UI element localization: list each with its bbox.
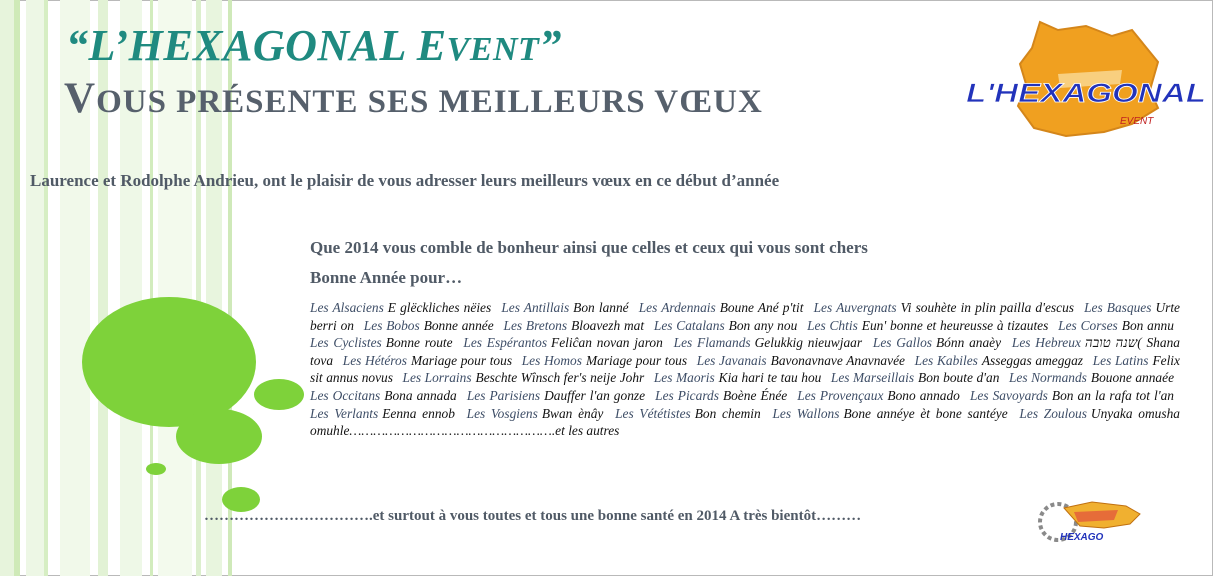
greeting-message: Bono annado [887, 387, 960, 403]
page-title: “L’HEXAGONAL EVENT” [66, 21, 562, 70]
hexagonal-event-logo [962, 20, 1212, 142]
greeting-group: Les Catalans [653, 317, 725, 333]
svg-text:HEXAGO: HEXAGO [1060, 532, 1104, 543]
decorative-circle-medium [254, 379, 304, 410]
decorative-circle-large [82, 297, 256, 427]
svg-text:L'HEXAGONAL: L'HEXAGONAL [966, 78, 1206, 108]
greeting-message: Bonne année [423, 317, 494, 333]
greeting-message: Mariage pour tous [410, 352, 513, 368]
greeting-group: Les Alsaciens [310, 300, 384, 315]
greeting-message: Felix sit annus novus [310, 352, 1180, 386]
greeting-group: Les Latins [1092, 352, 1149, 368]
greeting-group: Les Bobos [363, 317, 420, 333]
greeting-message: Feliĉan novan jaron [551, 335, 663, 351]
decorative-circle-medium-2 [176, 409, 262, 464]
greeting-message: Boune Ané p'tit [719, 300, 804, 315]
greeting-group: Les Wallons [772, 405, 840, 421]
greeting-message: Bon boute d'an [918, 370, 1000, 386]
closing-text: …………………………….et surtout à vous toutes et tous une bonne santé en 2014 A très bientôt……… [204, 508, 862, 524]
greeting-message: Urte berri on [310, 300, 1180, 333]
greeting-group: Les Gallos [872, 335, 932, 351]
greeting-group: Les Marseillais [830, 370, 915, 386]
svg-text:EVENT: EVENT [1120, 116, 1154, 127]
greeting-group: Les Corses [1058, 317, 1118, 333]
greeting-group: Les Maoris [653, 370, 715, 386]
greeting-group: Les Cyclistes [310, 335, 382, 351]
greeting-group: Les Occitans [310, 387, 381, 403]
greeting-message: Bone annéye èt bone santéye [843, 405, 1008, 421]
greeting-message: Gelukkig nieuwjaar [754, 335, 863, 351]
page-subtitle: VOUS PRÉSENTE SES MEILLEURS VŒUX [64, 75, 763, 122]
greeting-group: Les Flamands [673, 335, 751, 351]
greeting-message: Bon chemin [694, 405, 761, 421]
greeting-message: Bon annu [1121, 317, 1174, 333]
greeting-group: Les Chtis [807, 317, 858, 333]
greeting-group: Les Lorrains [402, 370, 472, 386]
greeting-message: Bónn anaèy [936, 335, 1002, 351]
greeting-message: E glëckliches nëies [387, 300, 492, 315]
greeting-message: Unyaka omusha omuhle…………………………………………….et les autres [310, 405, 1180, 439]
greeting-message: Mariage pour tous [585, 352, 688, 368]
greeting-message: שנה טובה( Shana tova [310, 335, 1180, 368]
wish-text: Que 2014 vous comble de bonheur ainsi que celles et ceux qui vous sont chers [310, 238, 868, 257]
greeting-group: Les Bretons [503, 317, 568, 333]
greeting-group: Les Picards [655, 387, 719, 403]
greeting-group: Les Basques [1084, 300, 1152, 315]
greeting-message: Bon any nou [728, 317, 798, 333]
greeting-group: Les Espérantos [463, 335, 548, 351]
greeting-group: Les Savoyards [969, 387, 1048, 403]
greeting-message: Dauffer l'an gonze [544, 387, 646, 403]
greeting-group: Les Hétéros [342, 352, 407, 368]
greeting-message: Eenna ennob [382, 405, 455, 421]
greeting-group: Les Normands [1008, 370, 1087, 386]
greeting-group: Les Javanais [696, 352, 767, 368]
greeting-message: Bouone annaée [1090, 370, 1175, 386]
greeting-message: Bavonavnave Anavnavée [770, 352, 905, 368]
greeting-group: Les Verlants [310, 405, 379, 421]
greeting-message: Bonne route [385, 335, 453, 351]
hexago-small-logo [1034, 494, 1146, 546]
greeting-group: Les Kabiles [914, 352, 978, 368]
greeting-group: Les Auvergnats [813, 300, 897, 315]
greeting-group: Les Zoulous [1019, 405, 1087, 421]
greeting-message: Bona annada [384, 387, 457, 403]
decorative-circle-small [146, 463, 166, 475]
bonne-annee-heading: Bonne Année pour… [310, 268, 463, 287]
greeting-group: Les Homos [521, 352, 582, 368]
greeting-message: Beschte Wînsch fer's neije Johr [475, 370, 645, 386]
greeting-group: Les Vététistes [615, 405, 691, 421]
greeting-message: Bon lanné [573, 300, 629, 315]
greeting-message: Bloavezh mat [571, 317, 645, 333]
intro-text: Laurence et Rodolphe Andrieu, ont le plaisir de vous adresser leurs meilleurs vœux en ce début d’année [30, 171, 780, 190]
greeting-message: Eun' bonne et heureusse à tizautes [861, 317, 1049, 333]
greeting-group: Les Ardennais [638, 300, 716, 315]
greeting-message: Vi souhète in plin pailla d'escus [900, 300, 1074, 315]
greeting-group: Les Vosgiens [466, 405, 538, 421]
greetings-paragraph [310, 299, 1180, 440]
greeting-group: Les Hebreux [1011, 335, 1081, 351]
greeting-message: Kia hari te tau hou [718, 370, 822, 386]
greeting-message: Bwan ènây [541, 405, 604, 421]
greeting-message: Bon an la rafa tot l'an [1051, 387, 1174, 403]
greeting-group: Les Provençaux [797, 387, 884, 403]
greeting-message: Asseggas ameggaz [981, 352, 1083, 368]
greeting-group: Les Parisiens [466, 387, 541, 403]
greeting-group: Les Antillais [501, 300, 570, 315]
greeting-message: Boène Énée [722, 387, 788, 403]
